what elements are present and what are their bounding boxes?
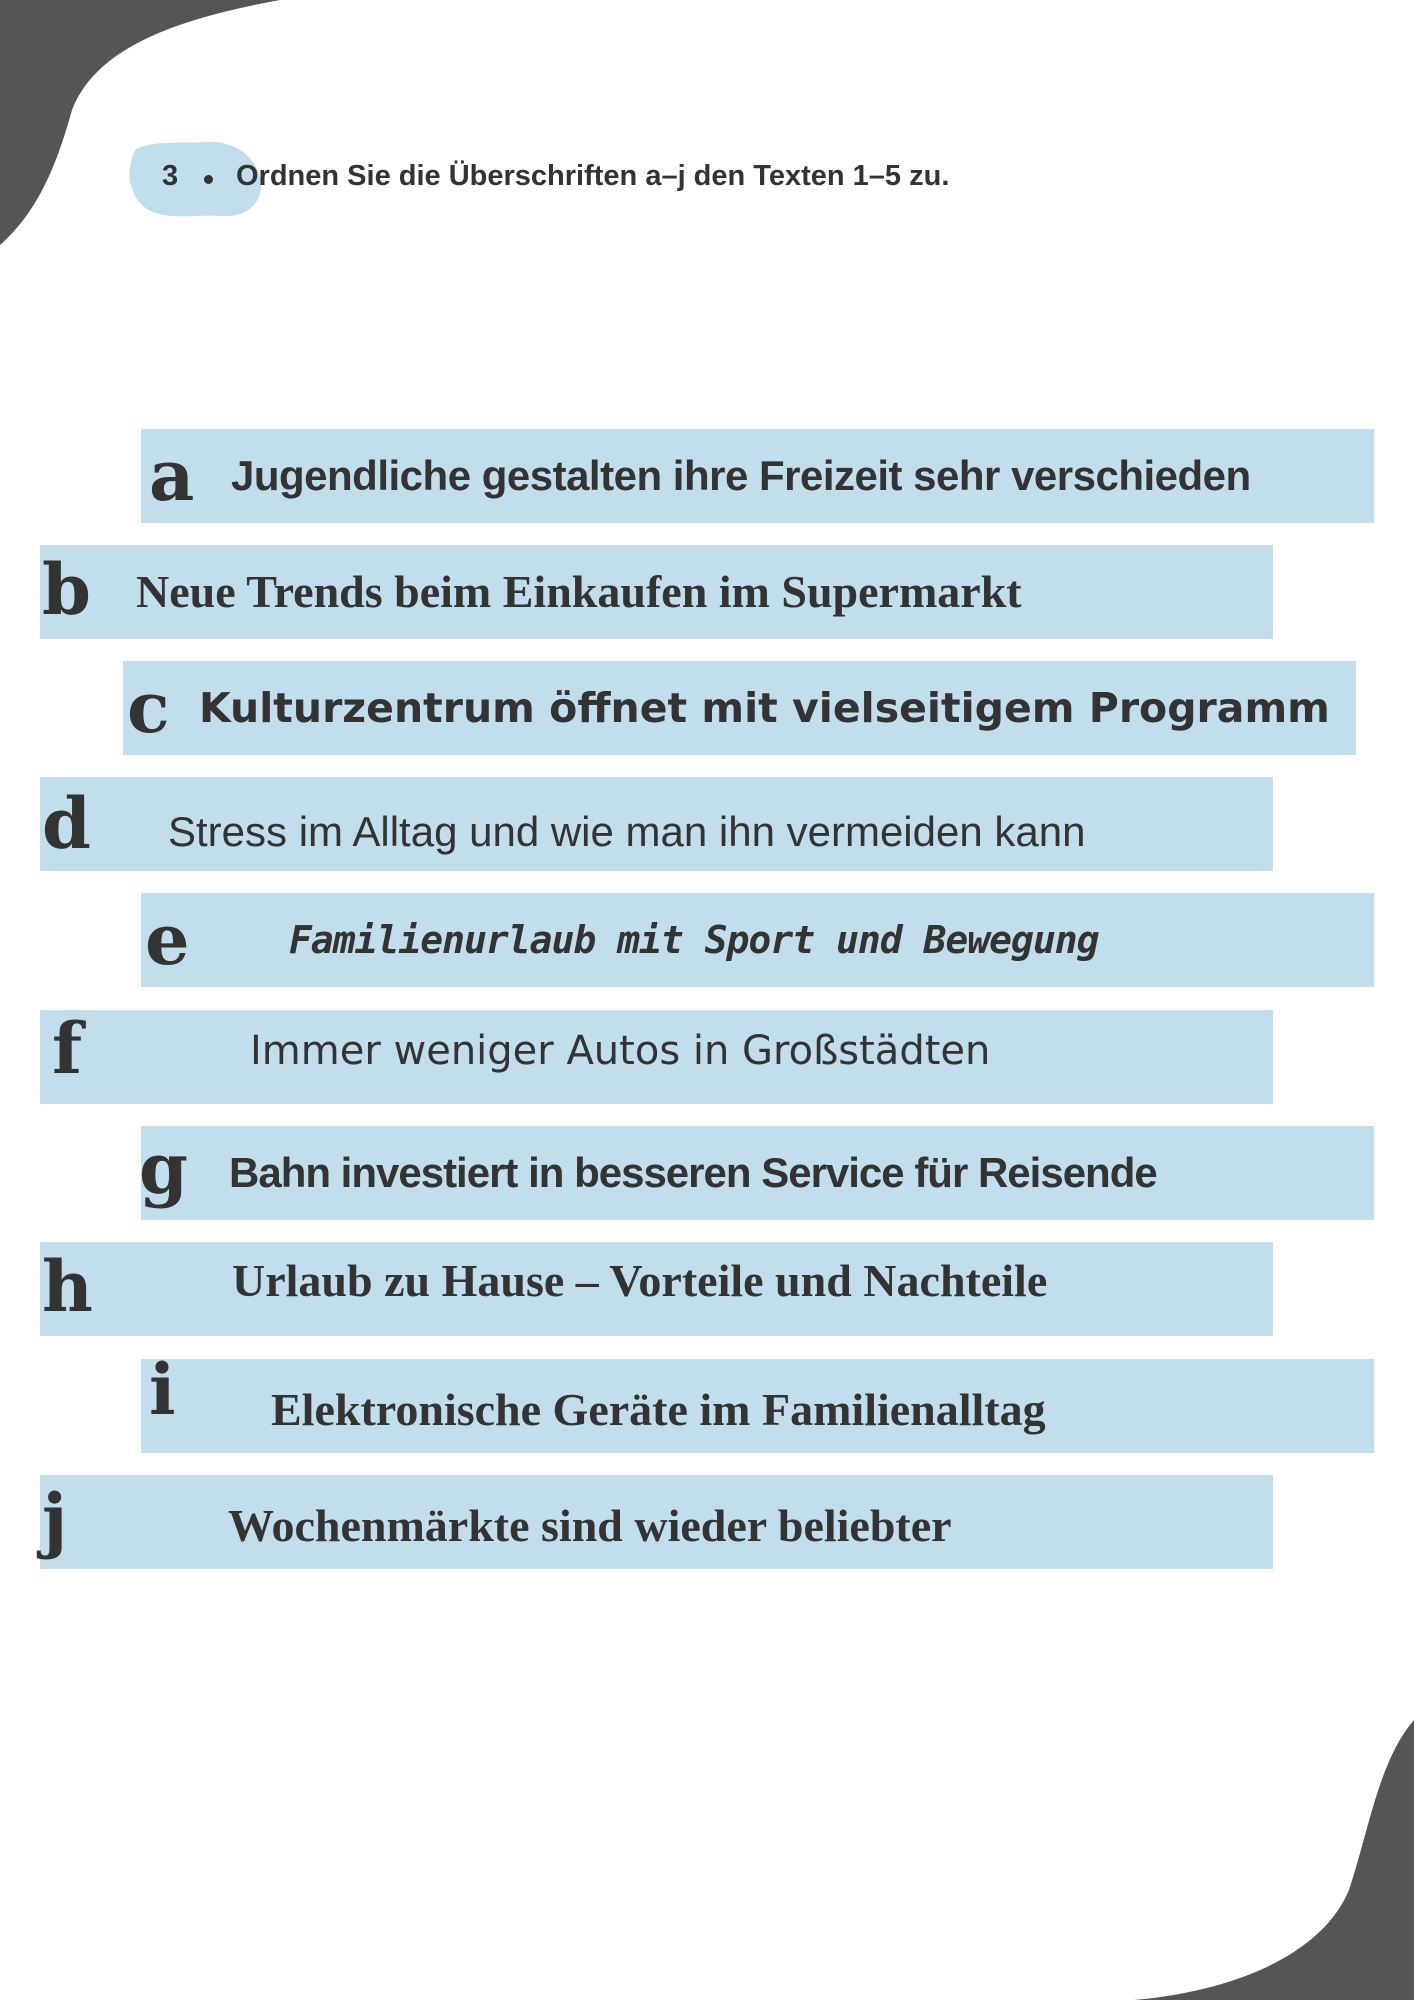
heading-text: Familienurlaub mit Sport und Bewegung — [289, 918, 1099, 962]
heading-letter: i — [149, 1348, 176, 1431]
heading-row-a — [141, 429, 1374, 523]
heading-row-j — [40, 1475, 1273, 1569]
heading-row-e — [141, 893, 1374, 987]
bullet-icon — [204, 175, 213, 184]
corner-decoration-top-left — [0, 0, 300, 260]
heading-row-b — [40, 545, 1273, 639]
heading-row-c — [123, 661, 1356, 755]
heading-letter: b — [42, 548, 91, 631]
heading-row-d — [40, 777, 1273, 871]
heading-letter: j — [42, 1478, 68, 1561]
task-instruction: Ordnen Sie die Überschriften a–j den Texten 1–5 zu. — [236, 160, 950, 192]
heading-text: Bahn investiert in besseren Service für Reisende — [229, 1149, 1157, 1196]
heading-letter: g — [139, 1127, 188, 1210]
heading-row-h — [40, 1242, 1273, 1336]
heading-row-f — [40, 1007, 1273, 1104]
heading-text: Urlaub zu Hause – Vorteile und Nachteile — [232, 1255, 1048, 1306]
heading-letter: d — [42, 782, 91, 865]
heading-text: Immer weniger Autos in Großstädten — [250, 1028, 991, 1074]
heading-text: Elektronische Geräte im Familienalltag — [271, 1384, 1046, 1435]
heading-row-i — [141, 1348, 1374, 1453]
heading-letter: c — [127, 666, 170, 749]
heading-row-g — [141, 1126, 1374, 1220]
heading-letter: f — [52, 1007, 83, 1090]
heading-text: Stress im Alltag und wie man ihn vermeiden kann — [168, 808, 1086, 855]
heading-text: Neue Trends beim Einkaufen im Supermarkt — [136, 566, 1022, 617]
task-header — [128, 140, 1228, 220]
heading-text: Jugendliche gestalten ihre Freizeit sehr verschieden — [231, 452, 1251, 499]
corner-decoration-bottom-right — [1094, 1720, 1414, 2000]
heading-letter: h — [42, 1245, 93, 1328]
heading-letter: e — [145, 898, 190, 981]
heading-text: Wochenmärkte sind wieder beliebter — [228, 1500, 952, 1551]
task-number: 3 — [162, 160, 179, 192]
heading-text: Kulturzentrum öffnet mit vielseitigem Programm — [199, 684, 1330, 732]
heading-letter: a — [149, 434, 195, 517]
